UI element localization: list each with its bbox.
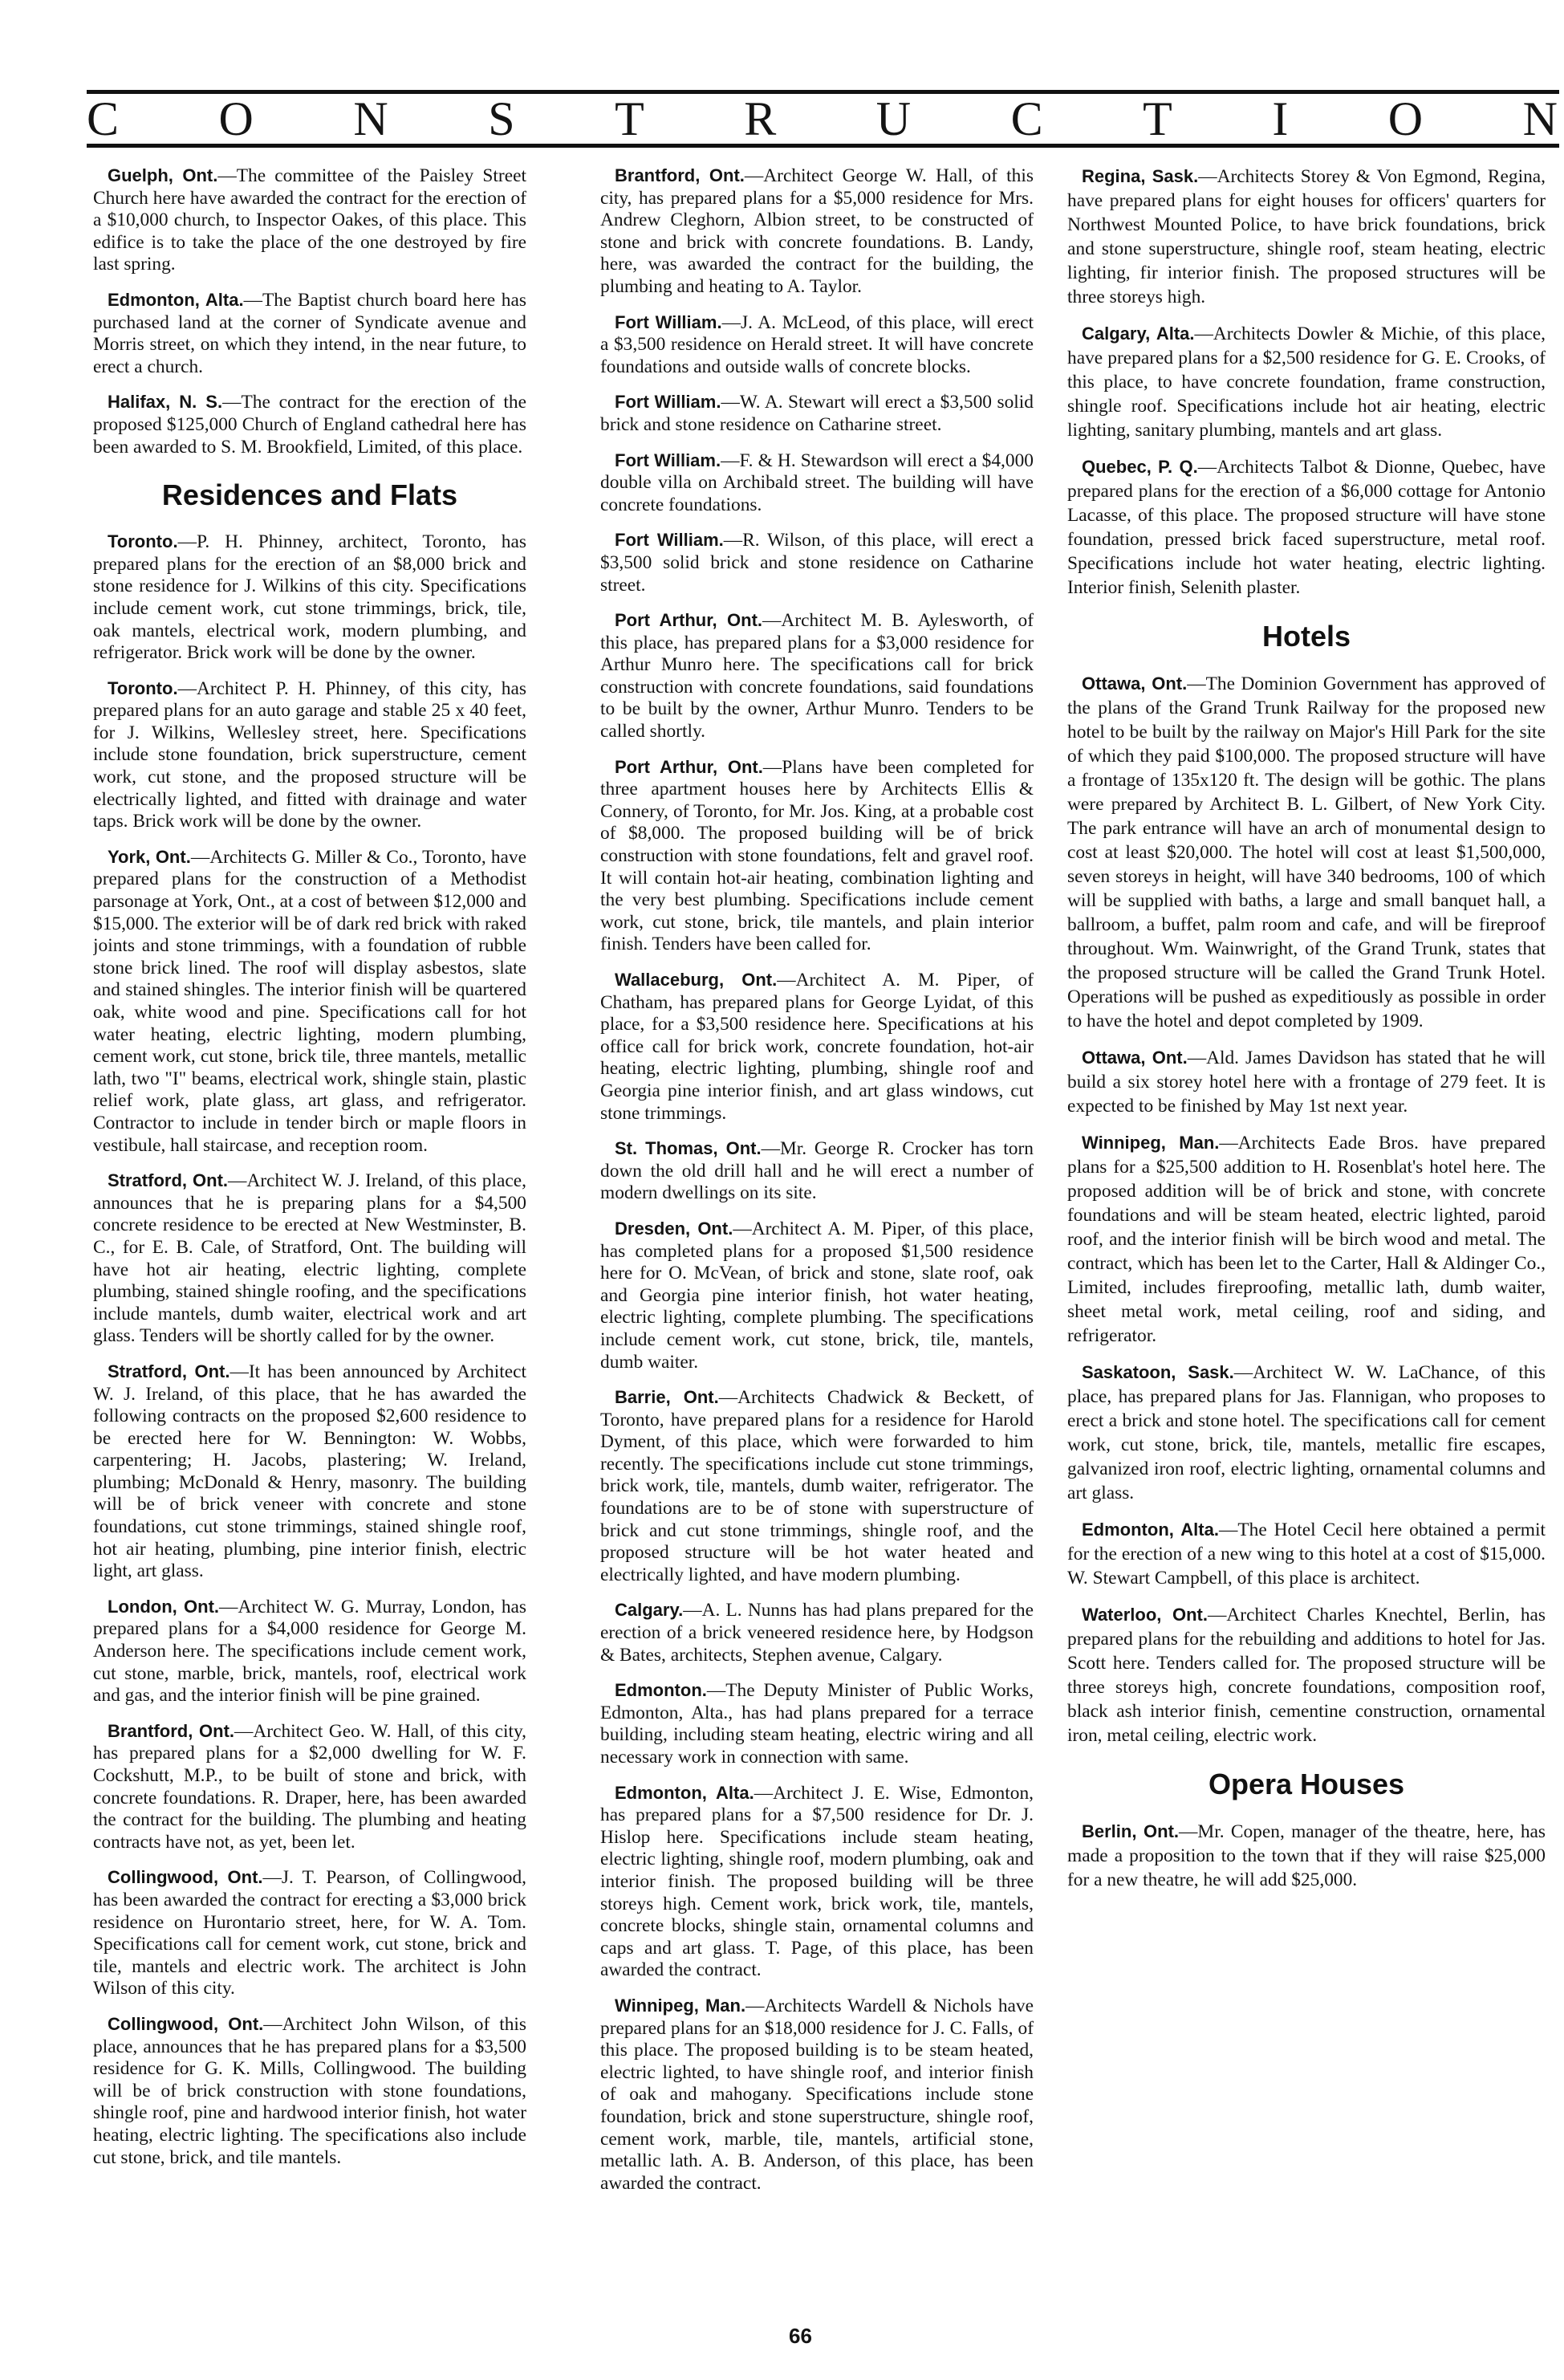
news-item [600, 1218, 1034, 1373]
item-text: —P. H. Phinney, architect, Toronto, has prepared plans for the erection of an $8,000 brick and stone residence for J. Wilkins of this city. Specifications include cement work, cut stone trimmings, brick, tile, oak mantels, electrical work, modern plumbing, and refrigerator. Brick work will be done by the owner. [93, 531, 526, 664]
news-item [93, 1596, 526, 1707]
news-item [600, 1386, 1034, 1586]
item-text: —The contract for the erection of the proposed $125,000 Church of England cathedral here has been awarded to S. M. Brookfield, Limited, of this place. [93, 392, 526, 458]
news-item [1067, 455, 1546, 600]
news-item [93, 1866, 526, 2000]
item-text: —Architect Geo. W. Hall, of this city, has prepared plans for a $2,000 dwelling for W. F. Cockshutt, M.P., to be built of stone and brick, with concrete foundations. R. Draper, here, has been awarded the contract for the building. The plumbing and heating contracts have not, as yet, been let. [93, 1720, 526, 1853]
section-heading: Residences and Flats [161, 478, 458, 512]
column-left [93, 165, 526, 2332]
item-location: Fort William. [615, 530, 724, 551]
item-text: —Architect W. W. LaChance, of this place, has prepared plans for Jas. Flannigan, who proposes to erect a brick and stone hotel. The specifications call for cement work, cut stone, brick, tile, mantels, metallic fire escapes, galvanized iron roof, electric lighting, ornamental columns and art glass. [1067, 1362, 1546, 1503]
news-item [1067, 672, 1546, 1033]
news-item [93, 1170, 526, 1348]
news-item [600, 1679, 1034, 1768]
item-text: —Architect George W. Hall, of this city, has prepared plans for a $5,000 residence for Mrs. Andrew Cleghorn, Albion street, to be constructed of stone and brick with concrete foundations. B. Landy, here, was awarded the contract for the building, the plumbing and heating to A. Taylor. [600, 165, 1034, 297]
item-location: Collingwood, Ont. [108, 1867, 263, 1888]
masthead-letter: T [615, 92, 646, 145]
item-text: —Architects Chadwick & Beckett, of Toronto, have prepared plans for a residence for Harold Dyment, of this place, which were forwarded to him recently. The specifications include cut stone trimmings, brick work, tile, mantels, dumb waiter, refrigerator. The foundations are to be of stone with superstructure of brick and cut stone trimmings, shingle roof, and the proposed structure will be hot water heated and electrically lighted, and have modern plumbing. [600, 1387, 1034, 1585]
item-location: Calgary, Alta. [1082, 323, 1195, 344]
masthead-letter: N [353, 92, 390, 145]
news-item [600, 450, 1034, 517]
item-location: Ottawa, Ont. [1082, 1048, 1188, 1068]
masthead-letter: O [218, 92, 255, 145]
item-location: Stratford, Ont. [108, 1170, 229, 1191]
item-location: Wallaceburg, Ont. [615, 970, 778, 990]
item-location: Edmonton, Alta. [1082, 1520, 1219, 1540]
news-item [1067, 1361, 1546, 1505]
news-item [1067, 165, 1546, 309]
item-location: Brantford, Ont. [615, 165, 745, 185]
news-item [600, 529, 1034, 596]
item-text: —Architects Wardell & Nichols have prepared plans for an $18,000 residence for J. C. Falls, of this place. The proposed building is to be steam heated, electric lighted, to have shingle roof, and interior finish of oak and mahogany. Specifications include stone foundation, brick and stone superstructure, shingle roof, cement work, marble, tile, mantels, artificial stone, metallic lath. A. B. Anderson, of this place, has been awarded the contract. [600, 1995, 1034, 2194]
item-text: —Mr. George R. Crocker has torn down the old drill hall and he will erect a number of modern dwellings on its site. [600, 1138, 1034, 1204]
masthead-letter: N [1522, 92, 1559, 145]
item-text: —Architect W. G. Murray, London, has prepared plans for a $4,000 residence for George M. Anderson here. The specifications include cement work, cut stone, marble, brick, mantels, roof, electrical work and gas, and the interior finish will be pine grained. [93, 1596, 526, 1707]
item-location: Berlin, Ont. [1082, 1821, 1180, 1841]
section-heading: Hotels [1261, 620, 1351, 653]
news-item [93, 846, 526, 1157]
news-item [600, 756, 1034, 956]
item-text: —Architect P. H. Phinney, of this city, has prepared plans for an auto garage and stable 25 x 40 feet, for J. Wilkins, Wellesley street, here. Specifications include stone foundation, brick superstructure, cement work, cut stone, and the proposed structure will be electrically lighted, and fitted with drainage and water taps. Brick work will be done by the owner. [93, 677, 526, 832]
item-location: Toronto. [108, 531, 178, 552]
masthead-letter: R [744, 92, 778, 145]
item-text: —Architect A. M. Piper, of Chatham, has prepared plans for George Lyidat, of this place, for a $3,500 residence here. Specifications at his office call for brick work, concrete foundation, hot-air heating, electric lighting, plumbing, shingle roof and Georgia pine interior finish, and art glass windows, cut stone trimmings. [600, 970, 1034, 1124]
news-item [1067, 1820, 1546, 1892]
masthead-letter: U [875, 92, 913, 145]
news-item [93, 391, 526, 458]
item-text: —The Deputy Minister of Public Works, Edmonton, Alta., has had plans prepared for a terrace building, including steam heating, electric wiring and all necessary work in connection with same. [600, 1680, 1034, 1768]
news-item [1067, 1131, 1546, 1348]
news-item [93, 677, 526, 833]
news-item [93, 2013, 526, 2169]
item-text: —Architects Eade Bros. have prepared plans for a $25,500 addition to H. Rosenblat's hotel here. The proposed addition will be of brick and stone, with concrete foundations and will be steam heated, electric lighted, paroid roof, and the interior finish will be birch wood and metal. The contract, which has been let to the Carter, Hall & Aldinger Co., Limited, includes fireproofing, metallic lath, dumb waiter, sheet metal work, metal ceiling, roof and siding, and refrigerator. [1067, 1133, 1546, 1346]
masthead-letter: T [1143, 92, 1174, 145]
item-text: —The Dominion Government has approved of the plans of the Grand Trunk Railway for the proposed new hotel to be built by the railway on Major's Hill Park for the site of which they paid $100,000. The proposed structure will have a frontage of 135x120 ft. The design will be gothic. The plans were prepared by Architect B. L. Gilbert, of New York City. The park entrance will have an arch of monumental design to cost at least $20,000. The hotel will cost at least $1,500,000, seven storeys in height, will have 340 bedrooms, 100 of which will be supplied with baths, a large and small banquet hall, a ballroom, a buffet, palm room and cafe, and will be fireproof throughout. Wm. Wainwright, of the Grand Trunk, states that the proposed structure will be called the Grand Trunk Hotel. Operations will be pushed as expeditiously as possible in order to have the hotel and depot completed by 1909. [1067, 673, 1546, 1031]
news-item [600, 1782, 1034, 1982]
item-location: Saskatoon, Sask. [1082, 1362, 1234, 1382]
section-heading: Opera Houses [1208, 1768, 1405, 1800]
item-location: Fort William. [615, 311, 722, 332]
news-item [1067, 322, 1546, 442]
news-item [600, 391, 1034, 436]
item-location: Toronto. [108, 677, 178, 698]
item-location: Edmonton, Alta. [108, 289, 244, 310]
item-location: Dresden, Ont. [615, 1218, 733, 1239]
item-location: Port Arthur, Ont. [615, 756, 763, 777]
item-location: Edmonton. [615, 1680, 707, 1701]
item-location: Quebec, P. Q. [1082, 457, 1198, 477]
news-item [600, 1995, 1034, 2195]
item-text: —Architect M. B. Aylesworth, of this place, has prepared plans for a $3,000 residence for Arthur Munro here. The specifications call for brick construction with concrete foundations, said foundations to be built by the owner, Arthur Munro. Tenders to be called shortly. [600, 610, 1034, 742]
item-text: —Architect W. J. Ireland, of this place, announces that he is preparing plans for a $4,500 concrete residence to be erected at New Westminster, B. C., for E. B. Cale, of Stratford, Ont. The building will have hot air heating, electric lighting, complete plumbing, stained shingle roofing, and the specifications include mantels, dumb waiter, electrical work and art glass. Tenders will be shortly called for by the owner. [93, 1170, 526, 1347]
item-text: —A. L. Nunns has had plans prepared for the erection of a brick veneered residence here, by Hodgson & Bates, architects, Stephen avenue, Calgary. [600, 1600, 1034, 1666]
news-item [93, 1720, 526, 1854]
item-text: —The Baptist church board here has purchased land at the corner of Syndicate avenue and Morris street, on which they intend, in the near future, to erect a church. [93, 289, 526, 377]
masthead-construction [87, 90, 1559, 148]
masthead-letter: C [87, 92, 121, 145]
item-location: Winnipeg, Man. [1082, 1133, 1220, 1153]
news-item [1067, 1603, 1546, 1747]
masthead-letter: C [1010, 92, 1045, 145]
news-item [600, 969, 1034, 1125]
news-item [93, 165, 526, 276]
masthead-letter: I [1272, 92, 1290, 145]
news-item [600, 1137, 1034, 1205]
item-text: —R. Wilson, of this place, will erect a $3,500 solid brick and stone residence on Catharine street. [600, 530, 1034, 596]
item-location: St. Thomas, Ont. [615, 1138, 762, 1159]
item-location: Waterloo, Ont. [1082, 1605, 1209, 1625]
item-location: Barrie, Ont. [615, 1387, 719, 1408]
item-text: —J. A. McLeod, of this place, will erect a $3,500 residence on Herald street. It will have concrete foundations and outside walls of concrete blocks. [600, 311, 1034, 377]
item-location: Calgary. [615, 1600, 684, 1621]
item-location: Fort William. [615, 392, 721, 413]
news-item [1067, 1518, 1546, 1590]
item-text: —It has been announced by Architect W. J. Ireland, of this place, that he has awarded the following contracts on the proposed $2,600 residence to be erected here for W. Bennington: W. Wobbs, carpentering; H. Jacobs, plastering; W. Ireland, plumbing; McDonald & Henry, masonry. The building will be of brick veneer with concrete and stone foundations, cut stone trimmings, stained shingle roof, hot air heating, plumbing, pine interior finish, electric light, art glass. [93, 1361, 526, 1582]
news-item [93, 531, 526, 665]
item-text: —Ald. James Davidson has stated that he will build a six storey hotel here with a frontage of 279 feet. It is expected to be finished by May 1st next year. [1067, 1048, 1546, 1117]
item-location: Regina, Sask. [1082, 166, 1199, 186]
column-middle [600, 165, 1034, 2332]
item-text: —Architect Charles Knechtel, Berlin, has prepared plans for the rebuilding and additions to hotel for Jas. Scott here. Tenders called for. The proposed structure will be three storeys high, concrete foundations, composition roof, black ash interior finish, cementine construction, ornamental iron, metal ceiling, electric work. [1067, 1605, 1546, 1746]
item-text: —Architect J. E. Wise, Edmonton, has prepared plans for a $7,500 residence for Dr. J. Hislop here. Specifications include steam heating, electric lighting, shingle roof, modern plumbing, oak and interior finish. The proposed building will be three storeys high. Cement work, brick work, tile, mantels, concrete blocks, shingle stain, ornamental columns and caps and art glass. T. Page, of this place, has been awarded the contract. [600, 1782, 1034, 1981]
item-text: —Plans have been completed for three apartment houses here by Architects Ellis & Connery, of Toronto, for Mr. Jos. King, at a probable cost of $8,000. The proposed building will be of brick construction with stone foundations, felt and gravel roof. It will contain hot-air heating, combination lighting and the very best plumbing. Specifications include cement work, cut stone, brick, tile mantels, and plain interior finish. Tenders have been called for. [600, 756, 1034, 955]
item-text: —Architects Talbot & Dionne, Quebec, have prepared plans for the erection of a $6,000 cottage for Antonio Lacasse, of this place. The proposed structure will have stone foundation, pressed brick faced superstructure, metal roof. Specifications include hot water heating, electric lighting. Interior finish, Selenith plaster. [1067, 457, 1546, 598]
news-item [600, 609, 1034, 743]
item-text: —W. A. Stewart will erect a $3,500 solid brick and stone residence on Catharine street. [600, 392, 1034, 435]
item-text: —The committee of the Paisley Street Church here have awarded the contract for the erection of a $10,000 church, to Inspector Oakes, of this place. This edifice is to take the place of the one destroyed by fire last spring. [93, 165, 526, 275]
page-number: 66 [789, 2324, 812, 2348]
item-location: Guelph, Ont. [108, 165, 218, 185]
news-item [600, 165, 1034, 299]
column-right [1067, 165, 1546, 2332]
item-location: Stratford, Ont. [108, 1361, 230, 1381]
news-item [600, 311, 1034, 379]
news-item [1067, 1046, 1546, 1118]
item-location: Halifax, N. S. [108, 392, 223, 413]
item-text: —The Hotel Cecil here obtained a permit for the erection of a new wing to this hotel at a cost of $15,000. W. Stewart Campbell, of this place is architect. [1067, 1520, 1546, 1589]
news-item [600, 1599, 1034, 1666]
item-location: Winnipeg, Man. [615, 1995, 746, 2016]
item-text: —Architect A. M. Piper, of this place, has completed plans for a proposed $1,500 residence here for O. McVean, of brick and stone, slate roof, oak and Georgia pine interior finish, hot water heating, electric lighting, complete plumbing. The specifications include cement work, cut stone, brick, tile, mantels, dumb waiter. [600, 1218, 1034, 1373]
masthead-letter: O [1387, 92, 1425, 145]
item-location: Collingwood, Ont. [108, 2013, 264, 2034]
news-item [93, 1361, 526, 1583]
item-text: —J. T. Pearson, of Collingwood, has been awarded the contract for erecting a $3,000 brick residence on Hurontario street, here, for W. A. Tom. Specifications call for cement work, cut stone, brick and tile, mantels and electric work. The architect is John Wilson of this city. [93, 1867, 526, 2000]
item-location: London, Ont. [108, 1596, 220, 1617]
item-location: Port Arthur, Ont. [615, 610, 763, 631]
item-text: —F. & H. Stewardson will erect a $4,000 double villa on Archibald street. The building will have concrete foundations. [600, 450, 1034, 515]
item-location: Ottawa, Ont. [1082, 673, 1188, 694]
item-text: —Mr. Copen, manager of the theatre, here, has made a proposition to the town that if they will raise $25,000 for a new theatre, he will add $25,000. [1067, 1821, 1546, 1890]
item-text: —Architects G. Miller & Co., Toronto, have prepared plans for the construction of a Methodist parsonage at York, Ont., at a cost of between $12,000 and $15,000. The exterior will be of dark red brick with raked joints and stone trimmings, with a foundation of rubble stone brick lined. The roof will display asbestos, slate and stained shingles. The interior finish will be quartered oak, white wood and pine. Specifications call for hot water heating, electric lighting, modern plumbing, cement work, cut stone, brick tile, three mantels, metallic lath, two "I" beams, electrical work, shingle stain, plastic relief work, plate glass, art glass, and refrigerator. Contractor to include in tender birch or maple floors in vestibule, hall staircase, and reception room. [93, 846, 526, 1156]
masthead-letter: S [488, 92, 517, 145]
item-text: —Architects Dowler & Michie, of this place, have prepared plans for a $2,500 residence for G. E. Crooks, of this place, to have concrete foundation, frame construction, shingle roof. Specifications include hot air heating, electric lighting, sanitary plumbing, mantels and art glass. [1067, 323, 1546, 441]
item-text: —Architect John Wilson, of this place, announces that he has prepared plans for a $3,500 residence for G. K. Mills, Collingwood. The building will be of brick construction with stone foundations, shingle roof, pine and hardwood interior finish, hot water heating, electric lighting. The specifications also include cut stone, brick, and tile mantels. [93, 2013, 526, 2168]
item-location: Edmonton, Alta. [615, 1782, 754, 1803]
item-text: —Architects Storey & Von Egmond, Regina, have prepared plans for eight houses for officers' quarters for Northwest Mounted Police, to have brick foundations, brick and stone superstructure, shingle roof, steam heating, electric lighting, fir interior finish. The proposed structures will be three storeys high. [1067, 166, 1546, 307]
item-location: Brantford, Ont. [108, 1720, 235, 1741]
item-location: Fort William. [615, 450, 721, 470]
news-item [93, 289, 526, 378]
item-location: York, Ont. [108, 846, 191, 867]
